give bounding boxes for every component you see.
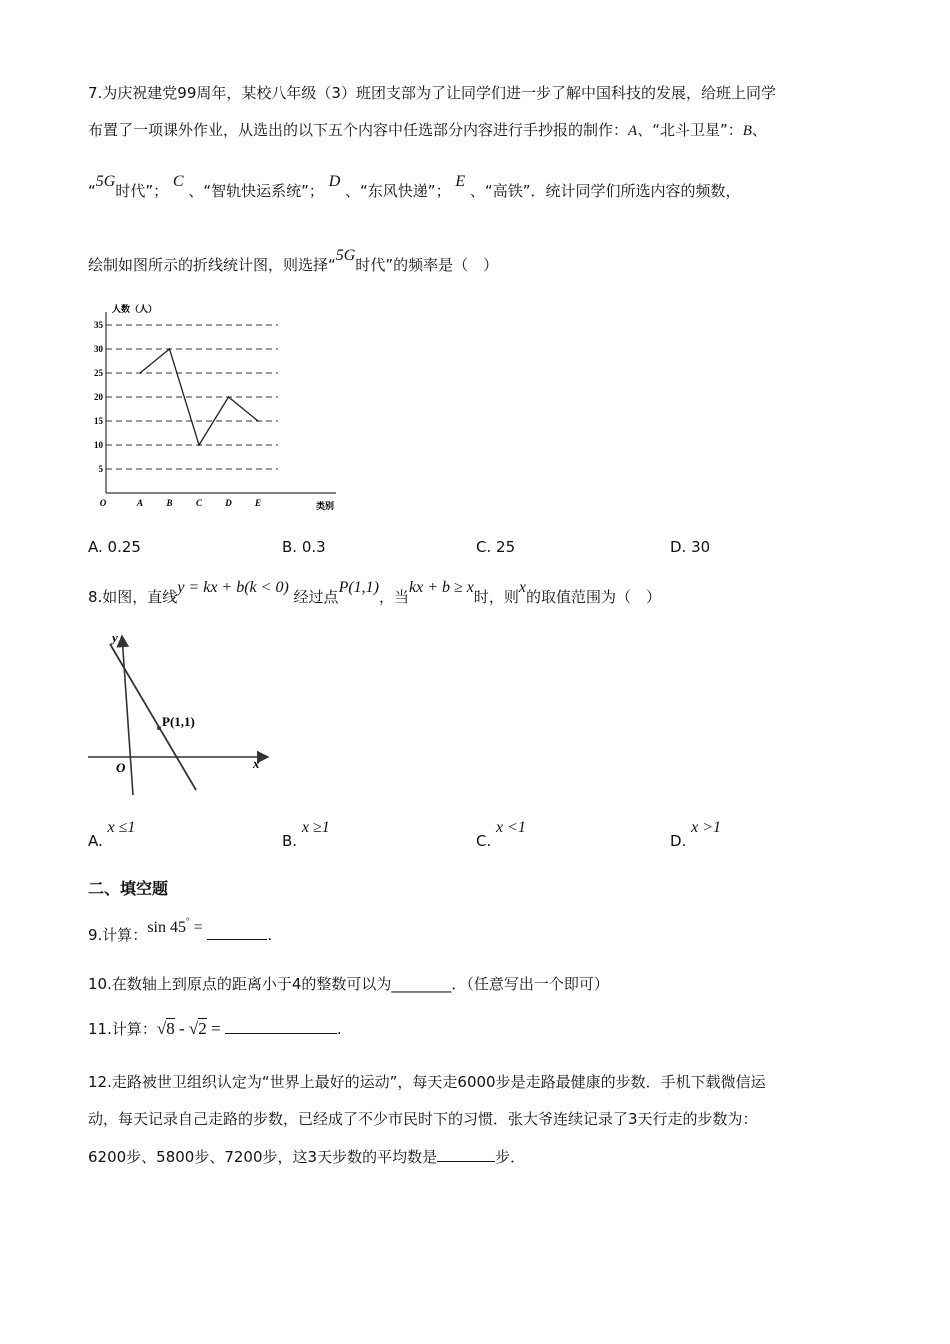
q9-pre: 9.计算：	[88, 926, 148, 944]
q11-sqrt2: √2	[188, 1019, 207, 1038]
q11-radicand-2: 2	[198, 1019, 207, 1038]
q11	[88, 1018, 342, 1039]
x-tick-label-A: A	[136, 498, 144, 508]
q11-eq: =	[206, 1019, 225, 1038]
q11-pre: 11.计算：	[88, 1020, 157, 1038]
q7-option-a-value: 0.25	[107, 538, 141, 556]
y-tick-label-35: 35	[94, 320, 103, 330]
q8-pre: 8.如图，直线	[88, 588, 178, 606]
q11-minus: -	[174, 1019, 189, 1038]
option-label-C: C	[172, 173, 184, 190]
q9-answer-blank[interactable]	[207, 925, 267, 940]
q7-line1: 7.为庆祝建党99周年，某校八年级（3）班团支部为了让同学们进一步了解中国科技的发展，给班上同学	[88, 84, 776, 102]
option-label-B: B	[742, 123, 752, 139]
y-tick-label-10: 10	[94, 440, 103, 450]
option-label-E: E	[455, 173, 466, 190]
origin-label: O	[99, 498, 107, 508]
q11-radicand-1: 8	[166, 1019, 175, 1038]
q8-mid3: 时，则	[473, 588, 519, 606]
q8-option-d-value: x >1	[691, 819, 722, 836]
q8-point: P(1,1)	[338, 579, 379, 596]
q7-option-a-label: A.	[88, 538, 103, 556]
q9-eq: =	[189, 919, 203, 936]
y-tick-label-30: 30	[94, 344, 103, 354]
q8-option-a[interactable]	[88, 818, 136, 850]
option-label-A: A	[628, 123, 638, 139]
q8-option-a-label: A.	[88, 832, 103, 850]
q8-option-a-value: x ≤1	[107, 819, 136, 836]
q8-option-c-value: x <1	[496, 819, 526, 836]
q9	[88, 916, 273, 945]
q8-var: x	[518, 579, 527, 596]
q8-option-d-label: D.	[670, 832, 687, 850]
x-tick-label-B: B	[166, 498, 173, 508]
y-axis-label: 人数（人）	[112, 304, 158, 314]
data-point-A	[139, 372, 141, 374]
y-tick-label-15: 15	[94, 416, 103, 426]
q8-post: 的取值范围为（ ）	[526, 588, 662, 606]
q8-option-d[interactable]	[670, 818, 722, 850]
data-point-C	[198, 444, 200, 446]
q9-expr: sin 45	[147, 919, 186, 936]
y-axis-label: y	[112, 630, 118, 645]
q7-line4-post: 时代”的频率是（ ）	[355, 256, 499, 274]
y-tick-label-20: 20	[94, 392, 103, 402]
data-point-B	[169, 348, 171, 350]
five-g-label-2: 5G	[335, 247, 356, 264]
y-tick-label-25: 25	[94, 368, 103, 378]
x-tick-label-D: D	[225, 498, 232, 508]
y-tick-label-5: 5	[98, 464, 103, 474]
q11-end: .	[336, 1020, 342, 1038]
q8-stem	[88, 579, 662, 607]
q11-answer-blank[interactable]	[225, 1019, 337, 1034]
q7-line4-pre: 绘制如图所示的折线统计图，则选择“	[88, 256, 336, 274]
option-d-text: 、“东风快递”；	[345, 182, 451, 200]
point-label: P(1,1)	[162, 714, 195, 729]
q7-option-d-label: D.	[670, 538, 687, 556]
origin-label: O	[116, 760, 126, 775]
q7-line4	[88, 247, 499, 275]
q8-option-c[interactable]	[476, 818, 526, 850]
option-c-text: 、“智轨快运系统”；	[188, 182, 324, 200]
q12-line3-post: 步．	[495, 1148, 526, 1166]
q7-option-c-value: 25	[496, 538, 516, 556]
q8-option-b-value: x ≥1	[301, 819, 330, 836]
q12-answer-blank[interactable]	[437, 1147, 495, 1162]
q7-line3	[88, 173, 741, 201]
five-g-label: 5G	[95, 173, 116, 190]
q10: 10.在数轴上到原点的距离小于4的整数可以为________．（任意写出一个即可）	[88, 975, 609, 993]
q8-option-b-label: B.	[282, 832, 298, 850]
q8-option-b[interactable]	[282, 818, 330, 850]
q12-line3	[88, 1146, 525, 1167]
x-tick-label-C: C	[195, 498, 203, 508]
option-e-text: 、“高铁”．统计同学们所选内容的频数，	[469, 182, 741, 200]
q7-line-chart	[88, 298, 348, 516]
q8-inequality: kx + b ≥ x	[409, 579, 474, 596]
q7-option-c-label: C.	[476, 538, 492, 556]
sep: 、	[751, 121, 767, 139]
option-a-text: 、“北斗卫星”：	[637, 121, 743, 139]
q12-line1: 12.走路被世卫组织认定为“世界上最好的运动”，每天走6000步是走路最健康的步数．手机下载微信运	[88, 1073, 766, 1091]
data-point-E	[257, 420, 259, 422]
q8-mid: 经过点	[293, 588, 339, 606]
q7-option-d-value: 30	[691, 538, 711, 556]
q7-option-b-value: 0.3	[301, 538, 326, 556]
section-title: 二、填空题	[88, 879, 169, 898]
option-label-D: D	[328, 173, 341, 190]
q8-mid2: ，当	[379, 588, 410, 606]
q11-sqrt1: √8	[156, 1019, 175, 1038]
x-axis-label: 类别	[316, 501, 335, 511]
q7-option-b-label: B.	[282, 538, 298, 556]
q12-line3-pre: 6200步、5800步、7200步，这3天步数的平均数是	[88, 1148, 438, 1166]
q7-option-b[interactable]	[282, 538, 326, 556]
point-p	[157, 726, 161, 730]
open-quote: “	[88, 182, 96, 200]
q8-option-c-label: C.	[476, 832, 492, 850]
x-tick-label-E: E	[254, 498, 262, 508]
option-b-text: 时代”；	[115, 182, 169, 200]
q12-line2: 动，每天记录自己走路的步数，已经成了不少市民时下的习惯．张大爷连续记录了3天行走的步数为：	[88, 1110, 758, 1128]
q8-figure	[88, 630, 278, 800]
q9-degree: °	[185, 916, 190, 926]
q7-option-c[interactable]	[476, 538, 515, 556]
q7-option-d[interactable]	[670, 538, 710, 556]
q7-line2-text: 布置了一项课外作业，从选出的以下五个内容中任选部分内容进行手抄报的制作：	[88, 121, 629, 139]
x-axis-label: x	[253, 756, 260, 771]
q7-option-a[interactable]	[88, 538, 141, 556]
q8-equation: y = kx + b(k < 0)	[177, 579, 289, 596]
q9-end: .	[267, 926, 273, 944]
data-point-D	[228, 396, 230, 398]
q7-line2	[88, 119, 767, 140]
